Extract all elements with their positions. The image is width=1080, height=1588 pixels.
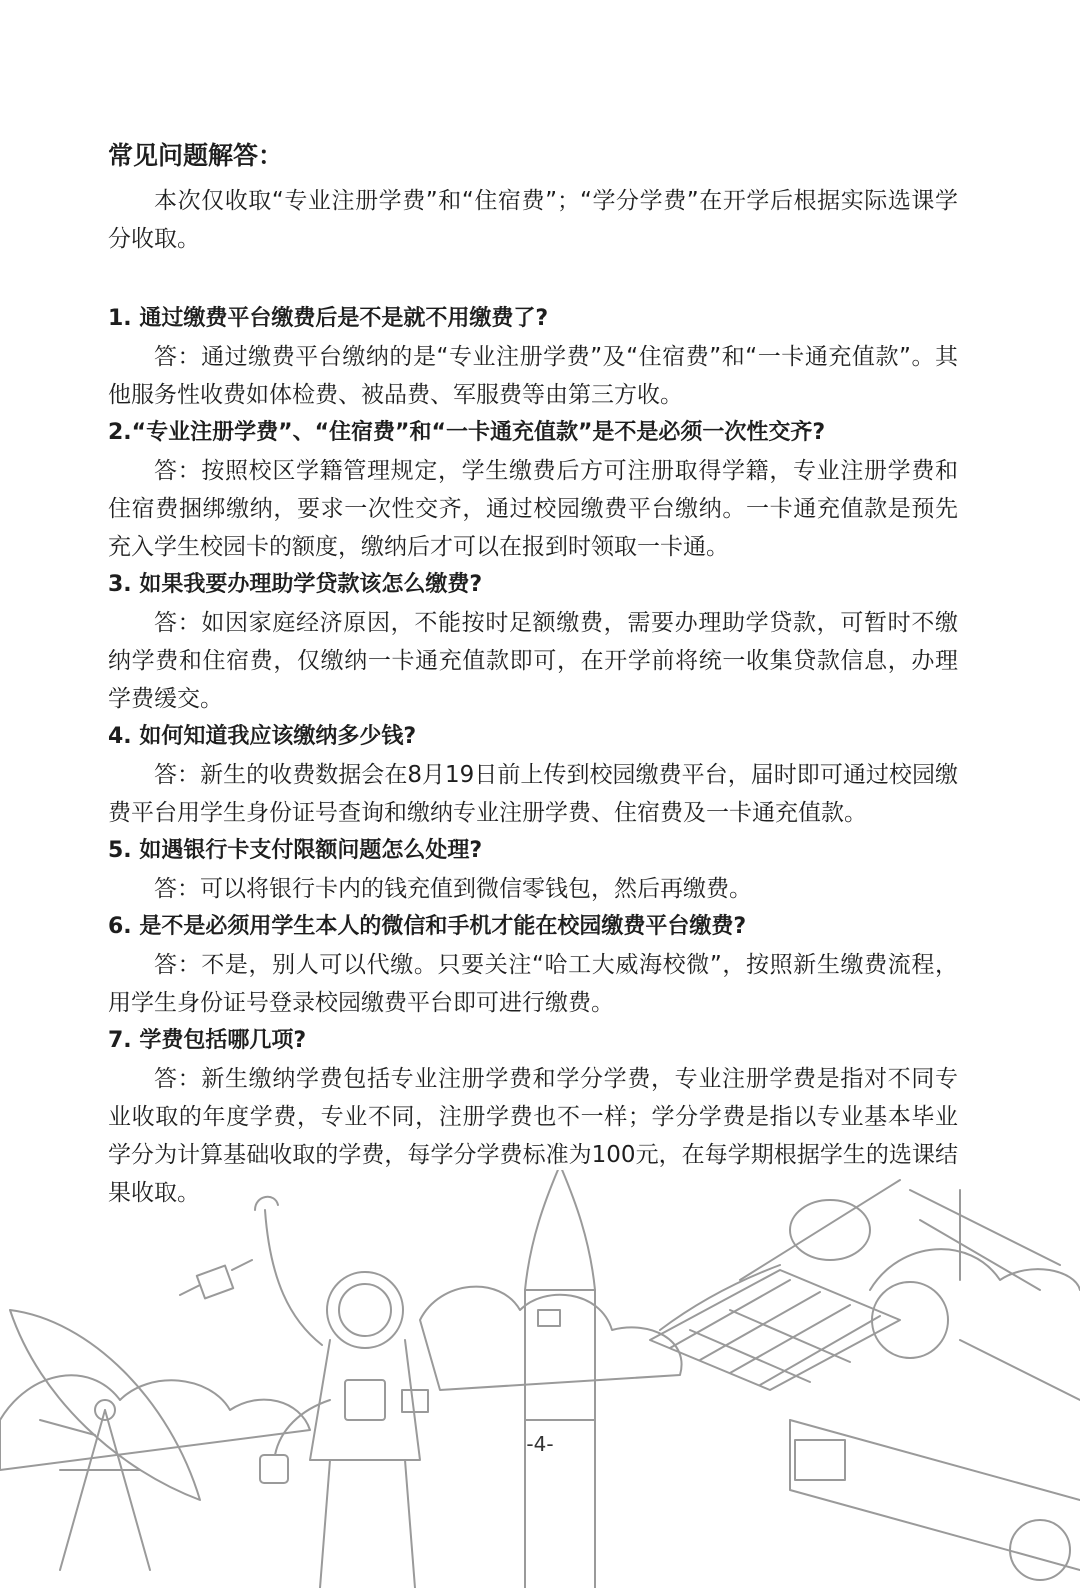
faq-answer: 答：如因家庭经济原因，不能按时足额缴费，需要办理助学贷款，可暂时不缴纳学费和住宿费，仅缴纳一卡通充值款即可，在开学前将统一收集贷款信息，办理学费缓交。	[108, 610, 958, 712]
faq-item	[108, 908, 958, 1022]
faq-item	[108, 718, 958, 832]
section-heading: 常见问题解答：	[108, 141, 284, 170]
intro-paragraph: 本次仅收取“专业注册学费”和“住宿费”；“学分学费”在开学后根据实际选课学分收取。	[108, 188, 958, 252]
faq-question: 7. 学费包括哪几项?	[108, 1028, 307, 1053]
small-satellite-icon	[180, 1260, 252, 1298]
space-illustration	[0, 1170, 1080, 1588]
faq-question: 6. 是不是必须用学生本人的微信和手机才能在校园缴费平台缴费?	[108, 914, 747, 939]
faq-answer: 答：不是，别人可以代缴。只要关注“哈工大威海校微”，按照新生缴费流程，用学生身份证号登录校园缴费平台即可进行缴费。	[108, 952, 958, 1016]
faq-answer: 答：按照校区学籍管理规定，学生缴费后方可注册取得学籍，专业注册学费和住宿费捆绑缴纳，要求一次性交齐，通过校园缴费平台缴纳。一卡通充值款是预先充入学生校园卡的额度，缴纳后才可以在报到时领取一卡通。	[108, 458, 958, 560]
faq-answer: 答：通过缴费平台缴纳的是“专业注册学费”及“住宿费”和“一卡通充值款”。其他服务性收费如体检费、被品费、军服费等由第三方收。	[108, 344, 958, 408]
faq-answer: 答：新生缴纳学费包括专业注册学费和学分学费，专业注册学费是指对不同专业收取的年度学费，专业不同，注册学费也不一样；学分学费是指以专业基本毕业学分为计算基础收取的学费，每学分学费标准为100元，在每学期根据学生的选课结果收取。	[108, 1066, 958, 1206]
faq-item	[108, 300, 958, 414]
faq-question: 4. 如何知道我应该缴纳多少钱?	[108, 724, 417, 749]
rocket-icon	[525, 1170, 595, 1588]
faq-answer: 答：新生的收费数据会在8月19日前上传到校园缴费平台，届时即可通过校园缴费平台用学生身份证号查询和缴纳专业注册学费、住宿费及一卡通充值款。	[108, 762, 958, 826]
faq-item	[108, 566, 958, 718]
faq-item	[108, 832, 958, 908]
astronaut-icon	[255, 1197, 428, 1588]
faq-answer: 答：可以将银行卡内的钱充值到微信零钱包，然后再缴费。	[154, 876, 752, 902]
faq-item	[108, 414, 958, 566]
faq-question: 3. 如果我要办理助学贷款该怎么缴费?	[108, 572, 483, 597]
faq-question: 1. 通过缴费平台缴费后是不是就不用缴费了?	[108, 306, 549, 331]
cloud-outline	[420, 1287, 682, 1390]
faq-section	[108, 136, 958, 1212]
faq-question: 2.“专业注册学费”、“住宿费”和“一卡通充值款”是不是必须一次性交齐?	[108, 420, 826, 445]
faq-question: 5. 如遇银行卡支付限额问题怎么处理?	[108, 838, 483, 863]
page-number: -4-	[526, 1432, 554, 1456]
